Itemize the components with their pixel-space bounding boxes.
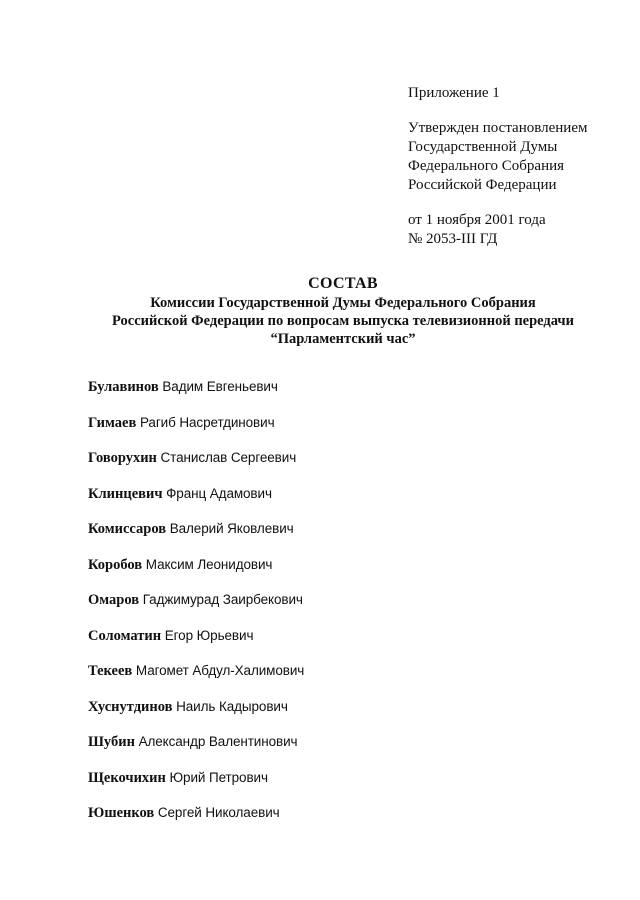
member-surname: Соломатин [88,627,162,644]
member-surname: Текеев [88,663,133,679]
appendix-label: Приложение 1 [408,85,500,101]
approval-date: от 1 ноября 2001 года [408,212,546,228]
member-given-name: Сергей Николаевич [157,805,280,820]
approval-line: Государственной Думы [408,139,558,155]
member-surname: Хуснутдинов [88,698,173,715]
document-subtitle-line: Комиссии Государственной Думы Федерального Собрания [150,295,536,311]
member-surname: Шубин [88,734,135,750]
member-given-name: Наиль Кадырович [176,698,288,714]
member-given-name: Александр Валентинович [138,734,298,749]
spacer [408,103,628,119]
spacer [408,195,628,211]
approval-number: № 2053-III ГД [408,231,498,247]
member-given-name: Рагиб Насретдинович [139,414,275,430]
list-item [88,484,608,520]
member-surname: Омаров [88,592,140,608]
list-item [88,732,608,768]
member-surname: Щекочихин [88,769,166,786]
list-item [88,377,608,413]
appendix-block [408,84,628,249]
list-item [88,626,608,662]
member-given-name: Юрий Петрович [169,769,268,785]
member-surname: Комиссаров [88,521,167,537]
list-item [88,697,608,733]
member-surname: Булавинов [88,379,159,395]
list-item [88,661,608,697]
members-list [88,377,608,839]
document-subtitle-line: “Парламентский час” [270,331,416,347]
member-given-name: Гаджимурад Заирбекович [142,592,303,607]
member-surname: Клинцевич [88,485,163,502]
document-heading [0,274,640,348]
list-item [88,768,608,804]
member-surname: Юшенков [88,805,155,821]
list-item [88,448,608,484]
approval-line: Федерального Собрания [408,158,565,174]
member-surname: Гимаев [88,414,137,431]
member-given-name: Вадим Евгеньевич [162,379,278,394]
document-title: СОСТАВ [308,275,378,292]
list-item [88,590,608,626]
member-given-name: Егор Юрьевич [164,627,254,643]
member-given-name: Валерий Яковлевич [169,521,294,536]
member-given-name: Франц Адамович [166,485,272,501]
member-surname: Говорухин [88,450,157,466]
member-given-name: Станислав Сергеевич [160,450,297,465]
member-surname: Коробов [88,556,143,573]
list-item [88,555,608,591]
document-subtitle-line: Российской Федерации по вопросам выпуска телевизионной передачи [112,313,574,329]
approval-line: Утвержден постановлением [408,120,588,136]
approval-line: Российской Федерации [408,177,557,193]
member-given-name: Магомет Абдул-Халимович [135,663,305,678]
list-item [88,803,608,839]
member-given-name: Максим Леонидович [145,556,273,572]
list-item [88,413,608,449]
list-item [88,519,608,555]
